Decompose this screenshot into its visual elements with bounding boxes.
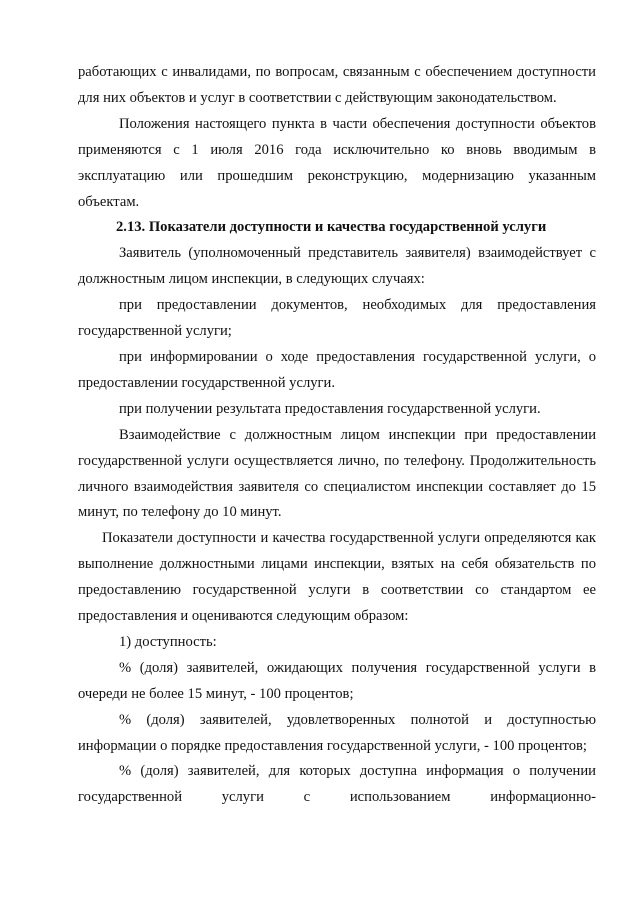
paragraph-accessibility-provisions: Положения настоящего пункта в части обеспечения доступности объектов применяются с 1 июля 2016 года исключительно ко вновь вводимым в эксплуатацию или прошедшим реконструкцию, модернизацию указанным объектам. (78, 115, 596, 210)
indicator-information-availability: % (доля) заявителей, для которых доступна информация о получении государственной услуги с использованием информационно- (78, 763, 596, 806)
indicator-information-satisfaction: % (доля) заявителей, удовлетворенных полнотой и доступностью информации о порядке предоставления государственной услуги, - 100 процентов; (78, 711, 596, 754)
paragraph-disabled-workers: работающих с инвалидами, по вопросам, связанным с обеспечением доступности для них объектов и услуг в соответствии с действующим законодательством. (78, 64, 596, 106)
list-heading-accessibility: 1) доступность: (119, 633, 217, 650)
paragraph-interaction-duration: Взаимодействие с должностным лицом инспекции при предоставлении государственной услуги осуществляется лично, по телефону. Продолжительность личного взаимодействия заявителя со специалистом инспекции составляет до 15 минут, по телефону до 10 минут. (78, 426, 596, 521)
paragraph-quality-indicators: Показатели доступности и качества государственной услуги определяются как выполнение должностными лицами инспекции, взятых на себя обязательств по предоставлению государственной услуги в соответствии со стандартом ее предоставления и оцениваются следующим образом: (78, 530, 596, 625)
list-item-informing: при информировании о ходе предоставления государственной услуги, о предоставлении государственной услуги. (78, 348, 596, 391)
section-heading-2-13: 2.13. Показатели доступности и качества государственной услуги (116, 219, 547, 236)
paragraph-applicant-interaction: Заявитель (уполномоченный представитель заявителя) взаимодействует с должностным лицом инспекции, в следующих случаях: (78, 245, 596, 288)
indicator-queue-wait: % (доля) заявителей, ожидающих получения государственной услуги в очереди не более 15 минут, - 100 процентов; (78, 659, 596, 702)
document-page (78, 60, 596, 811)
list-item-documents: при предоставлении документов, необходимых для предоставления государственной услуги; (78, 297, 596, 340)
list-item-result: при получении результата предоставления государственной услуги. (119, 400, 541, 417)
